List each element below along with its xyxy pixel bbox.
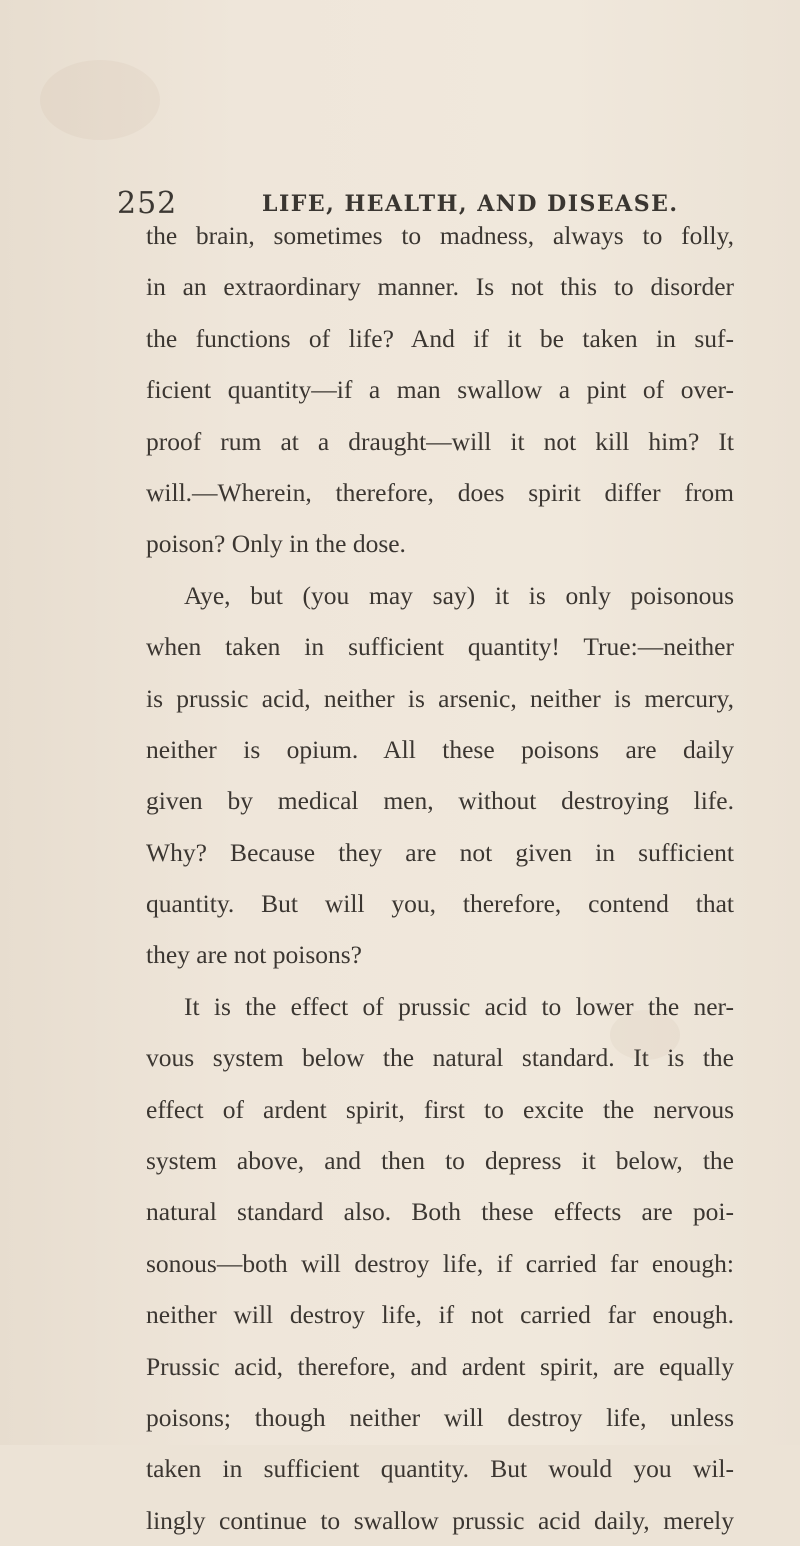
text-line: in an extraordinary manner. Is not this to disorder [146, 272, 734, 302]
page-number: 252 [117, 186, 178, 221]
text-line: system above, and then to depress it below, the [146, 1146, 734, 1176]
text-line: neither is opium. All these poisons are daily [146, 734, 734, 764]
text-line: sonous—both will destroy life, if carried far enough: [146, 1248, 734, 1278]
text-line: lingly continue to swallow prussic acid daily, merely [146, 1505, 734, 1535]
text-line: natural standard also. Both these effects are poi- [146, 1197, 734, 1227]
text-line: given by medical men, without destroying life. [146, 786, 734, 816]
text-line: poison? Only in the dose. [146, 529, 406, 559]
text-line: taken in sufficient quantity. But would you wil- [146, 1454, 734, 1484]
text-line: Prussic acid, therefore, and ardent spirit, are equally [146, 1351, 734, 1381]
text-line: when taken in sufficient quantity! True:—neither [146, 632, 734, 662]
text-line: ficient quantity—if a man swallow a pint of over- [146, 375, 734, 405]
text-line: poisons; though neither will destroy life, unless [146, 1402, 734, 1432]
text-line: quantity. But will you, therefore, contend that [146, 889, 734, 919]
text-line: is prussic acid, neither is arsenic, neither is mercury, [146, 683, 734, 713]
running-head: LIFE, HEALTH, AND DISEASE. [262, 191, 679, 217]
text-line: vous system below the natural standard. It is the [146, 1043, 734, 1073]
body-text [146, 210, 734, 1546]
text-line: It is the effect of prussic acid to lower the ner- [184, 991, 734, 1021]
text-line: the brain, sometimes to madness, always to folly, [146, 221, 734, 250]
text-line: Why? Because they are not given in sufficient [146, 837, 734, 867]
text-line: effect of ardent spirit, first to excite the nervous [146, 1094, 734, 1124]
text-line: neither will destroy life, if not carried far enough. [146, 1300, 734, 1330]
text-line: Aye, but (you may say) it is only poisonous [184, 580, 734, 610]
text-line: the functions of life? And if it be taken in suf- [146, 323, 734, 353]
text-line: proof rum at a draught—will it not kill him? It [146, 426, 734, 456]
text-line: will.—Wherein, therefore, does spirit differ from [146, 477, 734, 507]
text-line: they are not poisons? [146, 940, 362, 970]
